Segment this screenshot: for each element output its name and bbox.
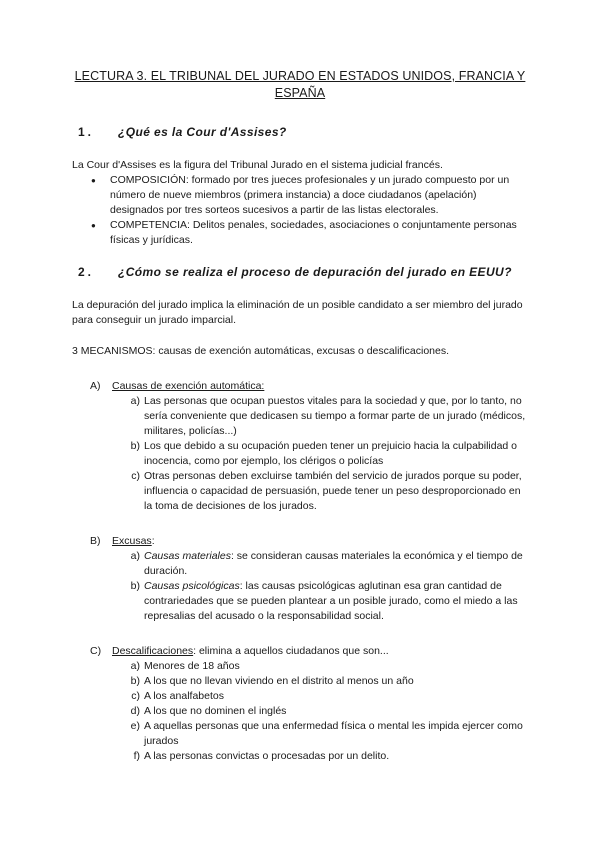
document-page [72, 68, 528, 764]
list-item [132, 674, 528, 689]
section-1-bullets [72, 173, 528, 248]
list-text: A aquellas personas que una enfermedad física o mental les impida ejercer como jurados [144, 720, 523, 747]
list-letter: c) [131, 470, 140, 482]
subsection-b-title: Excusas [112, 535, 152, 547]
list-text: A los que no llevan viviendo en el distrito al menos un año [144, 675, 414, 687]
mechanisms-paragraph: 3 MECANISMOS: causas de exención automáticas, excusas o descalificaciones. [72, 345, 450, 357]
subsection-b-list [72, 549, 528, 624]
bullet-composicion: ● COMPOSICIÓN: formado por tres jueces profesionales y un jurado compuesto por un número de nueve miembros (primera instancia) a doce ciudadanos (apelación) designados por tres sorteos sucesivos a partir de las listas electorales. [96, 173, 528, 218]
section-2-title: ¿Cómo se realiza el proceso de depuración del jurado en EEUU? [118, 265, 512, 279]
list-letter: a) [130, 395, 140, 407]
list-text: A los analfabetos [144, 690, 224, 702]
list-item [132, 659, 528, 674]
subsection-a-list [72, 394, 528, 514]
list-letter: b) [130, 440, 140, 452]
list-text: Otras personas deben excluirse también del servicio de jurados porque su poder, influencia o capacidad de persuasión, puede tener un peso desproporcionado en la toma de decisiones de los jurados. [144, 470, 522, 512]
list-text: Las personas que ocupan puestos vitales para la sociedad y que, por lo tanto, no sería conveniente que dedicasen su tiempo a formar parte de un jurado (médicos, militares, policías...) [144, 395, 526, 437]
subsection-a-label [72, 379, 528, 394]
list-text: Menores de 18 años [144, 660, 240, 672]
section-1-title: ¿Qué es la Cour d'Assises? [118, 125, 287, 139]
list-item [132, 749, 528, 764]
list-letter: a) [130, 550, 140, 562]
list-letter: d) [130, 705, 140, 717]
section-1-heading [72, 124, 528, 140]
list-letter: c) [131, 690, 140, 702]
list-text: : se consideran causas materiales la económica y el tiempo de duración. [144, 550, 523, 577]
list-letter: e) [130, 720, 140, 732]
list-item [132, 394, 528, 439]
section-2-intro: La depuración del jurado implica la eliminación de un posible candidato a ser miembro del jurado para conseguir un jurado imparcial. [72, 299, 523, 326]
section-2-number: 2. [78, 265, 95, 279]
list-item [132, 469, 528, 514]
list-text: A las personas convictas o procesadas por un delito. [144, 750, 390, 762]
list-text: Los que debido a su ocupación pueden tener un prejuicio hacia la culpabilidad o inocencia, como por ejemplo, los clérigos o policías [144, 440, 518, 467]
bullet-competencia: ● COMPETENCIA: Delitos penales, sociedades, asociaciones o conjuntamente personas físicas y jurídicas. [96, 218, 528, 248]
subsection-b-mark: B) [90, 535, 101, 547]
list-emphasis: Causas psicológicas [144, 580, 240, 592]
list-item [132, 719, 528, 749]
list-letter: b) [130, 580, 140, 592]
list-letter: b) [130, 675, 140, 687]
list-letter: f) [133, 750, 140, 762]
subsection-b-label [72, 534, 528, 549]
subsection-c-mark: C) [90, 645, 102, 657]
section-1-number: 1. [78, 125, 95, 139]
subsection-c-list [72, 659, 528, 764]
subsection-b-suffix: : [151, 535, 155, 547]
subsection-a-title: Causas de exención automática: [112, 380, 265, 392]
section-2-heading [72, 264, 528, 280]
list-emphasis: Causas materiales [144, 550, 231, 562]
subsection-c-label [72, 644, 528, 659]
subsection-c-title: Descalificaciones [112, 645, 194, 657]
list-item [132, 579, 528, 624]
list-text: A los que no dominen el inglés [144, 705, 287, 717]
document-title: LECTURA 3. EL TRIBUNAL DEL JURADO EN ESTADOS UNIDOS, FRANCIA Y ESPAÑA [74, 69, 526, 100]
list-item [132, 689, 528, 704]
list-item [132, 704, 528, 719]
subsection-a-mark: A) [90, 380, 101, 392]
list-item [132, 439, 528, 469]
list-item [132, 549, 528, 579]
section-1-intro: La Cour d'Assises es la figura del Tribunal Jurado en el sistema judicial francés. [72, 159, 443, 171]
list-text: : las causas psicológicas aglutinan esa gran cantidad de contrariedades que se pueden plantear a un posible jurado, como el miedo a las represalias del acusado o la responsabilidad social. [144, 580, 518, 622]
subsection-c-suffix: : elimina a aquellos ciudadanos que son... [193, 645, 389, 657]
list-letter: a) [130, 660, 140, 672]
